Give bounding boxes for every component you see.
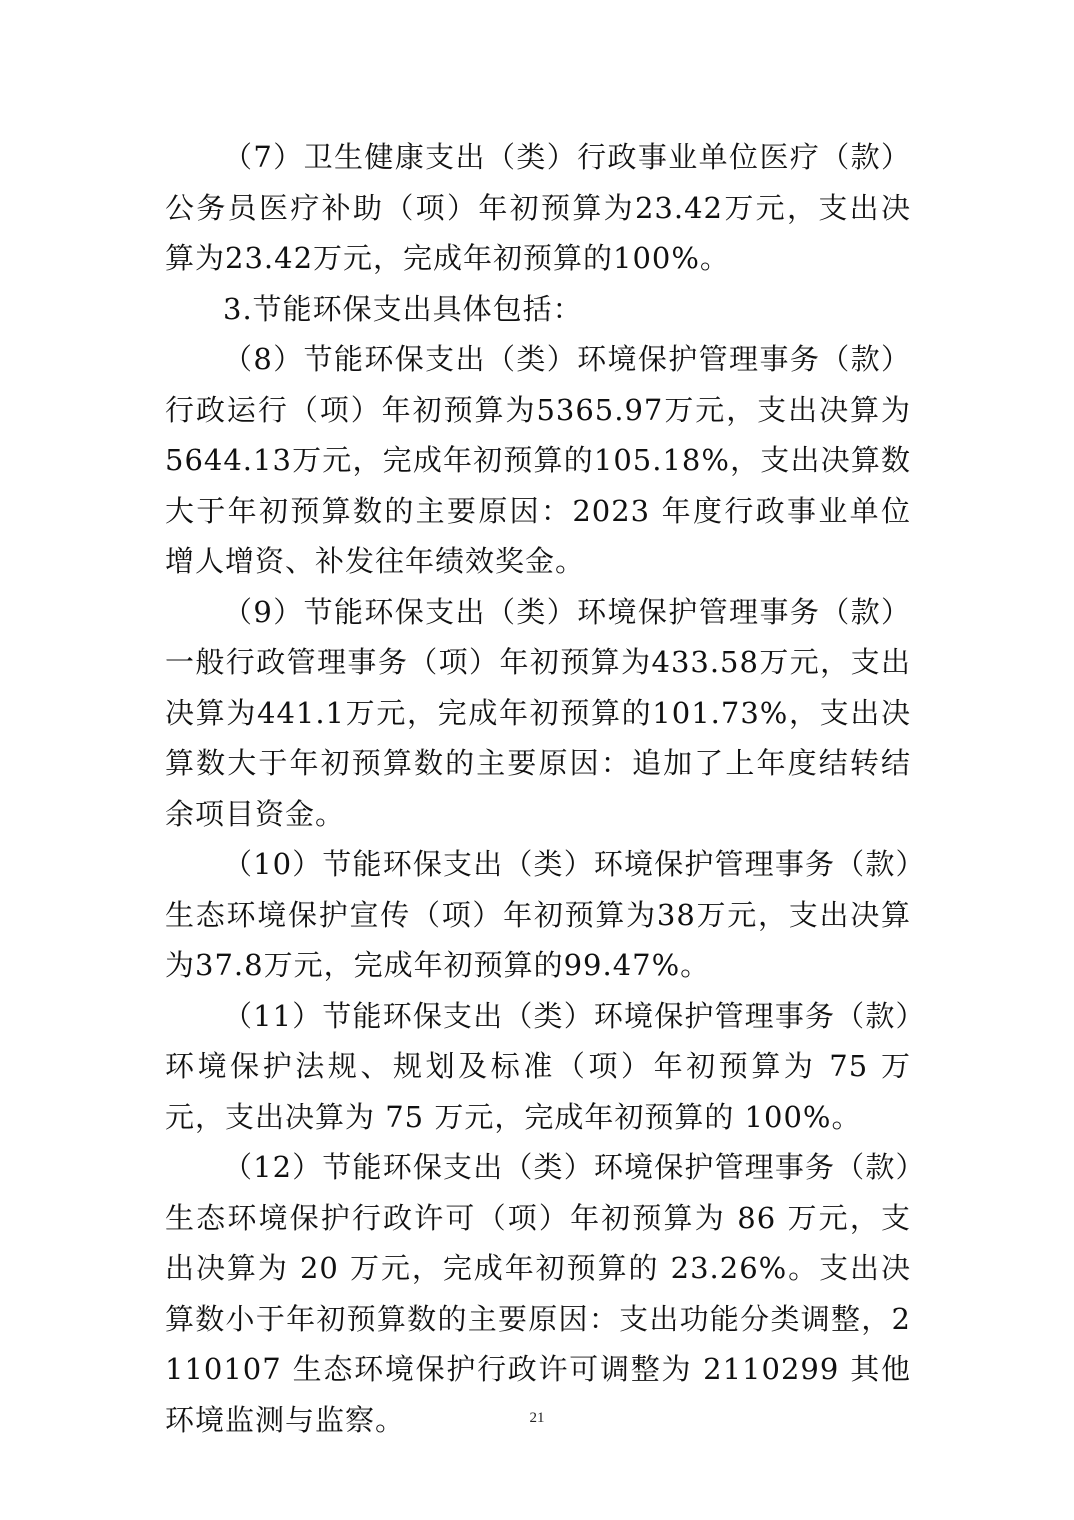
paragraph-item-11-regulations-planning: （11）节能环保支出（类）环境保护管理事务（款）环境保护法规、规划及标准（项）年初预算为 75 万元，支出决算为 75 万元，完成年初预算的 100%。 [165,998,911,1134]
paragraph-item-10-environment-publicity: （10）节能环保支出（类）环境保护管理事务（款）生态环境保护宣传（项）年初预算为38万元，支出决算为37.8万元，完成年初预算的99.47%。 [165,847,911,982]
body-text [165,132,911,1445]
paragraph-item-7-health-medical-subsidy: （7）卫生健康支出（类）行政事业单位医疗（款）公务员医疗补助（项）年初预算为23.42万元，支出决算为23.42万元，完成年初预算的100%。 [165,140,911,275]
section-heading-energy-environment: 3.节能环保支出具体包括： [223,291,583,326]
paragraph-item-8-administrative-operation: （8）节能环保支出（类）环境保护管理事务（款）行政运行（项）年初预算为5365.97万元，支出决算为5644.13万元，完成年初预算的105.18%，支出决算数大于年初预算数的主要原因：2023 年度行政事业单位增人增资、补发往年绩效奖金。 [165,342,911,578]
paragraph-item-9-general-administration: （9）节能环保支出（类）环境保护管理事务（款）一般行政管理事务（项）年初预算为433.58万元，支出决算为441.1万元，完成年初预算的101.73%，支出决算数大于年初预算数的主要原因：追加了上年度结转结余项目资金。 [165,594,911,831]
paragraph-item-12-administrative-licensing: （12）节能环保支出（类）环境保护管理事务（款）生态环境保护行政许可（项）年初预算为 86 万元，支出决算为 20 万元，完成年初预算的 23.26%。支出决算数小于年初预算数的主要原因：支出功能分类调整，2110107 生态环境保护行政许可调整为 2110299 其他环境监测与监察。 [165,1150,911,1437]
page-number: 21 [529,1410,545,1426]
